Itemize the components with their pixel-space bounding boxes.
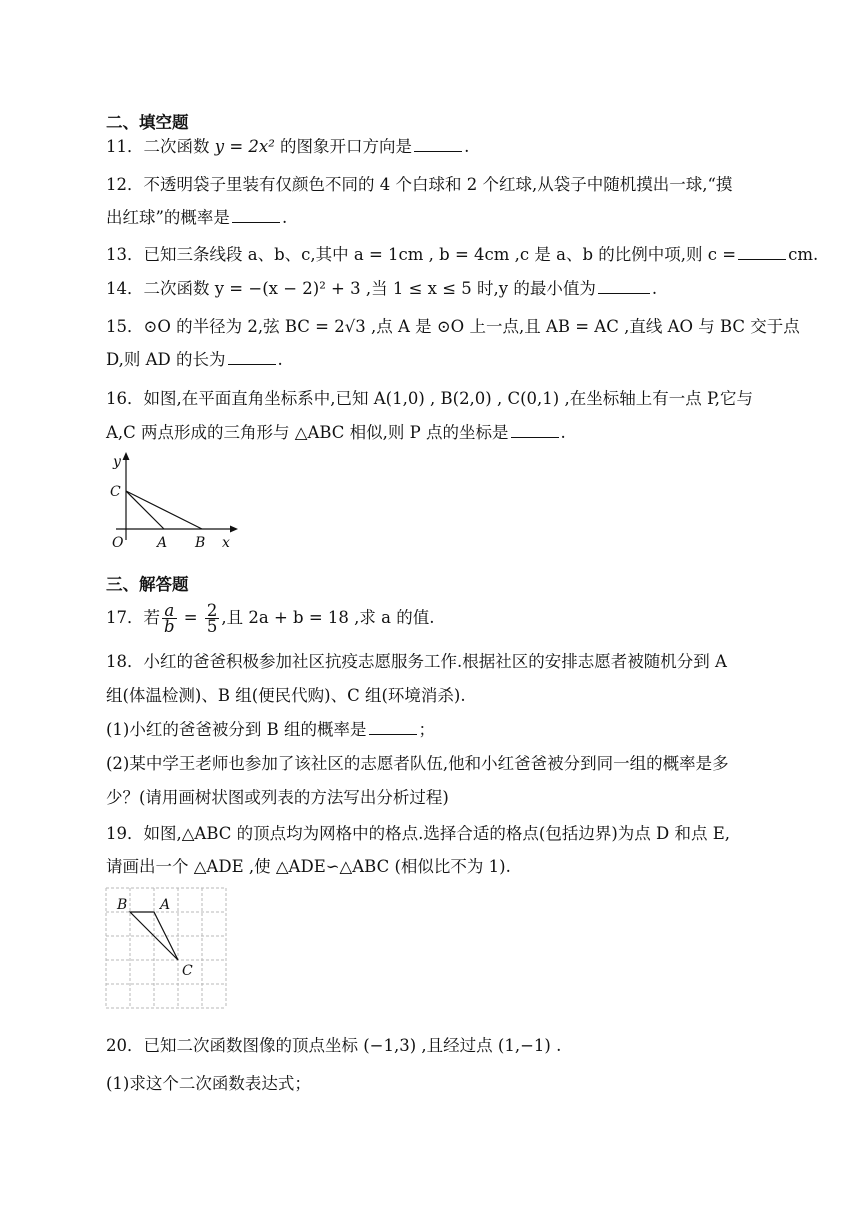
question-14: 14．二次函数 y = −(x − 2)² + 3 ,当 1 ≤ x ≤ 5 时,y 的最小值为 . bbox=[106, 279, 658, 298]
question-19-line2: 请画出一个 △ADE ,使 △ADE∽△ABC (相似比不为 1). bbox=[106, 857, 511, 876]
question-18-sub2-line2: 少？(请用画树状图或列表的方法写出分析过程) bbox=[106, 788, 449, 807]
fill-section-title: 二、填空题 bbox=[106, 113, 189, 132]
question-18-line1: 18．小红的爸爸积极参加社区抗疫志愿服务工作.根据社区的安排志愿者被随机分到 A bbox=[106, 652, 727, 671]
question-17: 17．若 $\frac{a}{b}$ = $\frac{2}{5}$ ,且 2a + b = 18 ,求 a 的值. bbox=[106, 601, 435, 636]
question-18-line2: 组(体温检测)、B 组(便民代购)、C 组(环境消杀). bbox=[106, 686, 466, 705]
question-12-line2: 出红球”的概率是 . bbox=[106, 208, 288, 227]
question-20-sub1: (1)求这个二次函数表达式； bbox=[106, 1074, 311, 1093]
coordinate-figure-16 bbox=[104, 450, 244, 552]
question-18-sub2-line1: (2)某中学王老师也参加了该社区的志愿者队伍,他和小红爸爸被分到同一组的概率是多 bbox=[106, 754, 729, 773]
question-11: 11．二次函数 y = 2x² 的图象开口方向是 . bbox=[106, 137, 470, 156]
question-16-line2: A,C 两点形成的三角形与 △ABC 相似,则 P 点的坐标是 . bbox=[106, 423, 566, 442]
point-b-label: B bbox=[195, 535, 206, 551]
solve-section-title: 三、解答题 bbox=[106, 575, 189, 594]
question-19-line1: 19．如图,△ABC 的顶点均为网格中的格点.选择合适的格点(包括边界)为点 D 和点 E, bbox=[106, 824, 731, 843]
answer-blank-14 bbox=[598, 279, 650, 294]
answer-blank-13 bbox=[738, 245, 786, 260]
origin-label: O bbox=[112, 535, 124, 551]
point-c-label: C bbox=[110, 484, 121, 500]
fraction-a-over-b: $\frac{a}{b}$ bbox=[164, 601, 175, 636]
fraction-2-over-5: $\frac{2}{5}$ bbox=[206, 601, 218, 636]
question-18-sub1: (1)小红的爸爸被分到 B 组的概率是 ； bbox=[106, 720, 435, 739]
point-a-label: A bbox=[157, 535, 168, 551]
answer-blank-15 bbox=[228, 350, 276, 365]
x-axis-label: x bbox=[222, 535, 230, 551]
answer-blank-12 bbox=[232, 208, 280, 223]
grid-figure-19 bbox=[104, 886, 234, 1012]
question-16-line1: 16．如图,在平面直角坐标系中,已知 A(1,0) , B(2,0) , C(0,1) ,在坐标轴上有一点 P,它与 bbox=[106, 389, 753, 408]
question-15-line2: D,则 AD 的长为 . bbox=[106, 350, 283, 369]
question-20-line1: 20．已知二次函数图像的顶点坐标 (−1,3) ,且经过点 (1,−1) . bbox=[106, 1036, 562, 1055]
question-13: 13．已知三条线段 a、b、c,其中 a = 1cm , b = 4cm ,c 是 a、b 的比例中项,则 c = cm. bbox=[106, 245, 819, 264]
answer-blank-16 bbox=[511, 423, 559, 438]
answer-blank-18 bbox=[369, 720, 417, 735]
grid-point-b-label: B bbox=[117, 897, 128, 913]
answer-blank-11 bbox=[414, 137, 462, 152]
grid-point-a-label: A bbox=[160, 897, 171, 913]
y-axis-label: y bbox=[113, 454, 121, 470]
question-15-line1: 15．⊙O 的半径为 2,弦 BC = 2√3 ,点 A 是 ⊙O 上一点,且 AB = AC ,直线 AO 与 BC 交于点 bbox=[106, 317, 800, 336]
grid-point-c-label: C bbox=[182, 963, 193, 979]
question-12-line1: 12．不透明袋子里装有仅颜色不同的 4 个白球和 2 个红球,从袋子中随机摸出一球,“摸 bbox=[106, 175, 733, 194]
